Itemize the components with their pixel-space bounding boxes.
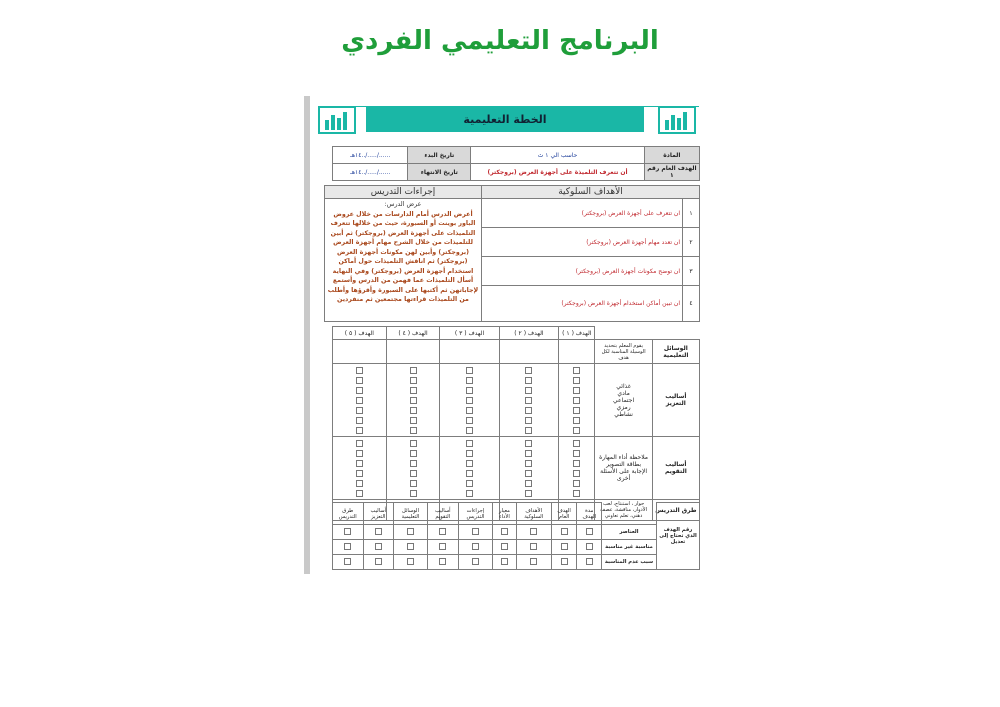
means-label: الوسائل التعليمية [652, 340, 699, 364]
checkbox[interactable] [439, 558, 446, 565]
procedures-body: أعرض الدرس أمام الدارسات من خلال عروض الباور بوينت أو السبورة، حيث من خلالها تتعرف التلميذات على أجهزة العرض (بروجكتر) ثم أبين للتلميذات من خلال الشرح مهام أجهزة العرض (بروجكتر) وأبين لهن مكونات أجهزة العرض (بروجكتر) ثم اناقش التلميذات حول أماكن استخدام أجهزة العرض (بروجكتر) وفي النهاية أسأل التلميذات عما فهمن من الدرس وأستمع لإجاباتهن ثم أكتبها على السبورة وأقرؤها وأطلب من التلميذات قراءتها مجتمعين ثم منفردين [327, 210, 479, 303]
evaluation-item: أخرى [616, 475, 631, 482]
checkbox[interactable] [356, 427, 363, 434]
procedures-cell [325, 199, 482, 322]
checkbox[interactable] [530, 558, 537, 565]
checkbox[interactable] [410, 387, 417, 394]
checkbox[interactable] [501, 558, 508, 565]
checkbox[interactable] [410, 440, 417, 447]
checkbox[interactable] [466, 470, 473, 477]
checkbox[interactable] [525, 387, 532, 394]
review-row-label: مناسبة غير مناسبة [602, 540, 657, 555]
review-header: معيار الأداء [493, 503, 516, 525]
checkbox[interactable] [466, 397, 473, 404]
start-date-label: تاريخ البدء [408, 147, 471, 164]
review-header: إجراءات التدريس [458, 503, 493, 525]
checkbox[interactable] [356, 367, 363, 374]
subject-label: المادة [644, 147, 699, 164]
checkbox[interactable] [356, 440, 363, 447]
general-goal-value: أن تتعرف التلميذة على أجهزة العرض (بروجكتر) [471, 164, 644, 181]
review-header: الأهداف السلوكية [516, 503, 551, 525]
checkbox[interactable] [573, 377, 580, 384]
checkbox[interactable] [375, 543, 382, 550]
checkbox[interactable] [375, 528, 382, 535]
evaluation-item: الإجابة على الأسئلة [600, 468, 648, 475]
evaluation-label: أساليب التقويم [652, 437, 699, 500]
goal-header: الهدف ( ١ ) [559, 327, 595, 340]
checkbox[interactable] [356, 417, 363, 424]
checkbox[interactable] [356, 397, 363, 404]
checkbox[interactable] [410, 377, 417, 384]
review-row-label: العناصر [602, 525, 657, 540]
checkbox[interactable] [573, 387, 580, 394]
review-header: أساليب التعزيز [363, 503, 393, 525]
review-header: طرق التدريس [333, 503, 364, 525]
review-row-label: سبب عدم المناسبة [602, 555, 657, 570]
checkbox[interactable] [525, 397, 532, 404]
goal-text: ان تتعرف على أجهزة العرض (بروجكتر) [482, 199, 683, 228]
checkbox[interactable] [525, 377, 532, 384]
procedures-intro: عرض الدرس: [384, 201, 422, 208]
goal-text: ان توضح مكونات أجهزة العرض (بروجكتر) [482, 257, 683, 286]
goal-number: ٣ [683, 257, 700, 286]
checkbox[interactable] [356, 407, 363, 414]
checkbox[interactable] [466, 387, 473, 394]
checkbox[interactable] [573, 397, 580, 404]
checkbox[interactable] [501, 543, 508, 550]
subject-value: حاسب الي ١ ث [471, 147, 644, 164]
goal-number: ٤ [683, 286, 700, 322]
checkbox[interactable] [410, 450, 417, 457]
checkbox[interactable] [344, 558, 351, 565]
checkbox[interactable] [356, 377, 363, 384]
checkbox[interactable] [410, 367, 417, 374]
checkbox[interactable] [410, 470, 417, 477]
review-header: الهدف العام [551, 503, 577, 525]
goal-header: الهدف ( ٢ ) [499, 327, 558, 340]
checkbox[interactable] [407, 528, 414, 535]
goals-procedures-table [324, 185, 700, 322]
checkbox[interactable] [356, 387, 363, 394]
checkbox[interactable] [356, 460, 363, 467]
means-text: يقوم المعلم بتحديد الوسيلة المناسبة لكل هدف [595, 340, 652, 364]
checkbox[interactable] [561, 558, 568, 565]
reinforcement-item: اجتماعي [613, 396, 635, 404]
checkbox[interactable] [410, 417, 417, 424]
checkbox[interactable] [344, 543, 351, 550]
reinforcement-list [595, 364, 652, 437]
checkbox[interactable] [410, 407, 417, 414]
reinforcement-item: مادي [617, 389, 630, 397]
checkbox[interactable] [573, 440, 580, 447]
matrix-table [332, 326, 700, 521]
checkbox[interactable] [466, 480, 473, 487]
goal-number: ١ [683, 199, 700, 228]
evaluation-item: بطاقة التصوير [606, 461, 642, 468]
checkbox[interactable] [410, 427, 417, 434]
checkbox[interactable] [525, 470, 532, 477]
checkbox[interactable] [466, 407, 473, 414]
goal-header: الهدف ( ٣ ) [440, 327, 499, 340]
checkbox[interactable] [356, 490, 363, 497]
checkbox[interactable] [586, 528, 593, 535]
side-label: رقم الهدف الذي تحتاج إلى تعديل [657, 503, 700, 570]
banner-title: الخطة التعليمية [366, 107, 644, 132]
checkbox[interactable] [586, 558, 593, 565]
checkbox[interactable] [525, 450, 532, 457]
checkbox[interactable] [407, 543, 414, 550]
evaluation-item: ملاحظة أداء المهارة [599, 454, 649, 461]
checkbox[interactable] [356, 450, 363, 457]
checkbox[interactable] [573, 490, 580, 497]
checkbox[interactable] [586, 543, 593, 550]
checkbox[interactable] [466, 417, 473, 424]
checkbox[interactable] [573, 427, 580, 434]
checkbox[interactable] [410, 460, 417, 467]
checkbox[interactable] [466, 440, 473, 447]
checkbox[interactable] [410, 480, 417, 487]
header-table [332, 146, 700, 181]
checkbox[interactable] [525, 367, 532, 374]
checkbox[interactable] [466, 450, 473, 457]
checkbox[interactable] [561, 528, 568, 535]
reinforcement-item: رمزي [616, 403, 631, 411]
review-table [332, 502, 700, 570]
checkbox[interactable] [525, 440, 532, 447]
page-title: البرنامج التعليمي الفردي [341, 26, 659, 56]
checkbox[interactable] [472, 528, 479, 535]
checkbox[interactable] [466, 490, 473, 497]
goal-header: الهدف ( ٥ ) [333, 327, 387, 340]
checkbox[interactable] [410, 397, 417, 404]
checkbox[interactable] [525, 480, 532, 487]
goal-number: ٢ [683, 228, 700, 257]
checkbox[interactable] [573, 460, 580, 467]
checkbox[interactable] [410, 490, 417, 497]
goal-text: ان تعدد مهام أجهزة العرض (بروجكتر) [482, 228, 683, 257]
review-header: الوسائل التعليمية [393, 503, 427, 525]
checkbox[interactable] [573, 480, 580, 487]
start-date-value: ....../...../..١٤هـ [333, 147, 408, 164]
checkbox[interactable] [466, 460, 473, 467]
checkbox[interactable] [530, 543, 537, 550]
checkbox[interactable] [356, 480, 363, 487]
checkbox[interactable] [501, 528, 508, 535]
checkbox[interactable] [466, 427, 473, 434]
checkbox[interactable] [573, 417, 580, 424]
page-shadow [304, 96, 310, 574]
evaluation-list [595, 437, 652, 500]
checkbox[interactable] [407, 558, 414, 565]
reinforcement-item: غذائي [616, 382, 631, 390]
checkbox[interactable] [525, 407, 532, 414]
checkbox[interactable] [472, 558, 479, 565]
checkbox[interactable] [561, 543, 568, 550]
checkbox[interactable] [525, 490, 532, 497]
procedures-heading: إجراءات التدريس [325, 186, 482, 199]
end-date-label: تاريخ الانتهاء [408, 164, 471, 181]
behavioral-goals-heading: الأهداف السلوكية [482, 186, 700, 199]
checkbox[interactable] [573, 450, 580, 457]
general-goal-label: الهدف العام رقم ١ [644, 164, 699, 181]
checkbox[interactable] [472, 543, 479, 550]
review-header: مدة الهدف [577, 503, 602, 525]
checkbox[interactable] [375, 558, 382, 565]
checkbox[interactable] [466, 367, 473, 374]
checkbox[interactable] [356, 470, 363, 477]
goal-header: الهدف ( ٤ ) [386, 327, 440, 340]
checkbox[interactable] [573, 407, 580, 414]
review-header: أساليب التقويم [428, 503, 459, 525]
checkbox[interactable] [573, 367, 580, 374]
methods-label: طرق التدريس [652, 500, 699, 521]
goal-text: ان تبين أماكن استخدام أجهزة العرض (بروجكتر) [482, 286, 683, 322]
reinforcement-label: أساليب التعزيز [652, 364, 699, 437]
checkbox[interactable] [525, 427, 532, 434]
bar-chart-icon [658, 106, 696, 134]
methods-text: حوار ، استنتاج، لعب الأدوار، مناقشة، عصف ذهني، تعلم تعاوني [595, 500, 652, 521]
checkbox[interactable] [573, 470, 580, 477]
reinforcement-item: نشاطي [614, 410, 633, 418]
end-date-value: ....../...../..١٤هـ [333, 164, 408, 181]
checkbox[interactable] [525, 460, 532, 467]
checkbox[interactable] [530, 528, 537, 535]
checkbox[interactable] [439, 528, 446, 535]
checkbox[interactable] [525, 417, 532, 424]
checkbox[interactable] [344, 528, 351, 535]
bar-chart-icon [318, 106, 356, 134]
checkbox[interactable] [439, 543, 446, 550]
checkbox[interactable] [466, 377, 473, 384]
